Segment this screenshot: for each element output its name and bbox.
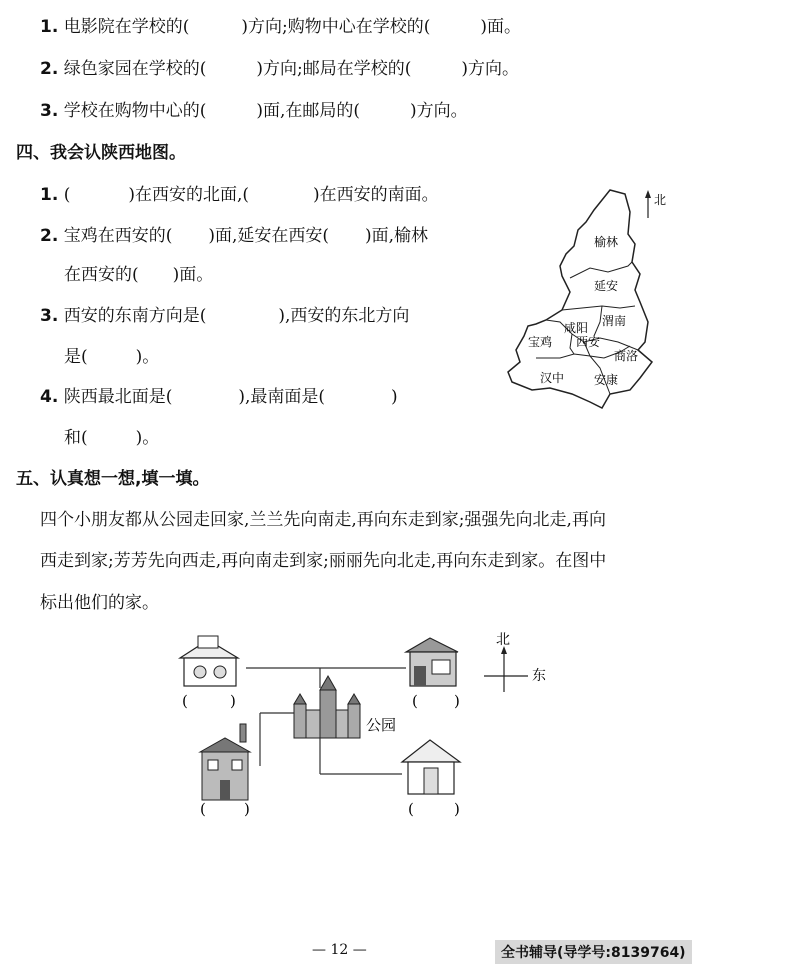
compass-north-label: 北	[496, 632, 510, 648]
map-label-xianyang: 咸阳	[564, 321, 589, 335]
map-label-xian: 西安	[576, 335, 601, 349]
house-bottom-left-icon	[200, 724, 250, 800]
section-5-paragraph-line-3: 标出他们的家。	[40, 593, 159, 613]
shaanxi-map	[490, 182, 680, 412]
map-label-yanan: 延安	[594, 279, 619, 293]
question-3-3: 3. 学校在购物中心的( )面,在邮局的( )方向。	[40, 101, 468, 121]
house-top-right-icon	[406, 638, 458, 686]
house-top-left-label	[182, 692, 236, 710]
question-4-1: 1. ( )在西安的北面,( )在西安的南面。	[40, 185, 439, 205]
section-5-heading: 五、认真想一想,填一填。	[16, 469, 210, 489]
house-top-left-icon	[180, 636, 238, 686]
question-4-4: 4. 陕西最北面是( ),最南面是( )	[40, 387, 398, 407]
house-top-right-label	[412, 692, 460, 710]
svg-text:(: (	[412, 692, 418, 710]
compass-icon	[484, 646, 528, 692]
svg-text:): )	[230, 692, 236, 710]
park-route-diagram	[170, 628, 570, 828]
house-bottom-right-label	[408, 800, 460, 818]
footer-tag: 全书辅导(导学号:8139764)	[495, 940, 692, 964]
svg-text:(: (	[182, 692, 188, 710]
svg-text:): )	[454, 800, 460, 818]
house-bottom-right-icon	[402, 740, 460, 794]
question-3-2: 2. 绿色家园在学校的( )方向;邮局在学校的( )方向。	[40, 59, 519, 79]
question-4-4-cont: 和( )。	[64, 428, 160, 448]
question-4-3-cont: 是( )。	[64, 347, 160, 367]
section-4-heading: 四、我会认陕西地图。	[16, 143, 186, 163]
question-4-3: 3. 西安的东南方向是( ),西安的东北方向	[40, 306, 410, 326]
map-north-label: 北	[654, 193, 667, 207]
svg-text:(: (	[408, 800, 414, 818]
question-3-1: 1. 电影院在学校的( )方向;购物中心在学校的( )面。	[40, 17, 521, 37]
map-label-yulin: 榆林	[594, 235, 619, 249]
page-number: — 12 —	[312, 942, 367, 958]
svg-text:): )	[244, 800, 250, 818]
svg-text:(: (	[200, 800, 206, 818]
question-4-2: 2. 宝鸡在西安的( )面,延安在西安( )面,榆林	[40, 226, 429, 246]
map-label-weinan: 渭南	[602, 314, 627, 328]
svg-text:): )	[454, 692, 460, 710]
house-bottom-left-label	[200, 800, 250, 818]
section-5-paragraph-line-2: 西走到家;芳芳先向西走,再向南走到家;丽丽先向北走,再向东走到家。在图中	[40, 551, 607, 571]
map-label-hanzhong: 汉中	[540, 371, 565, 385]
map-label-ankang: 安康	[594, 373, 619, 387]
map-label-baoji: 宝鸡	[528, 335, 553, 349]
castle-park-icon	[294, 676, 360, 738]
compass-east-label: 东	[532, 668, 546, 684]
section-5-paragraph-line-1: 四个小朋友都从公园走回家,兰兰先向南走,再向东走到家;强强先向北走,再向	[40, 510, 606, 530]
park-label: 公园	[366, 716, 397, 734]
question-4-2-cont: 在西安的( )面。	[64, 265, 214, 285]
map-label-shangluo: 商洛	[614, 349, 639, 363]
north-arrow-icon	[645, 190, 651, 218]
